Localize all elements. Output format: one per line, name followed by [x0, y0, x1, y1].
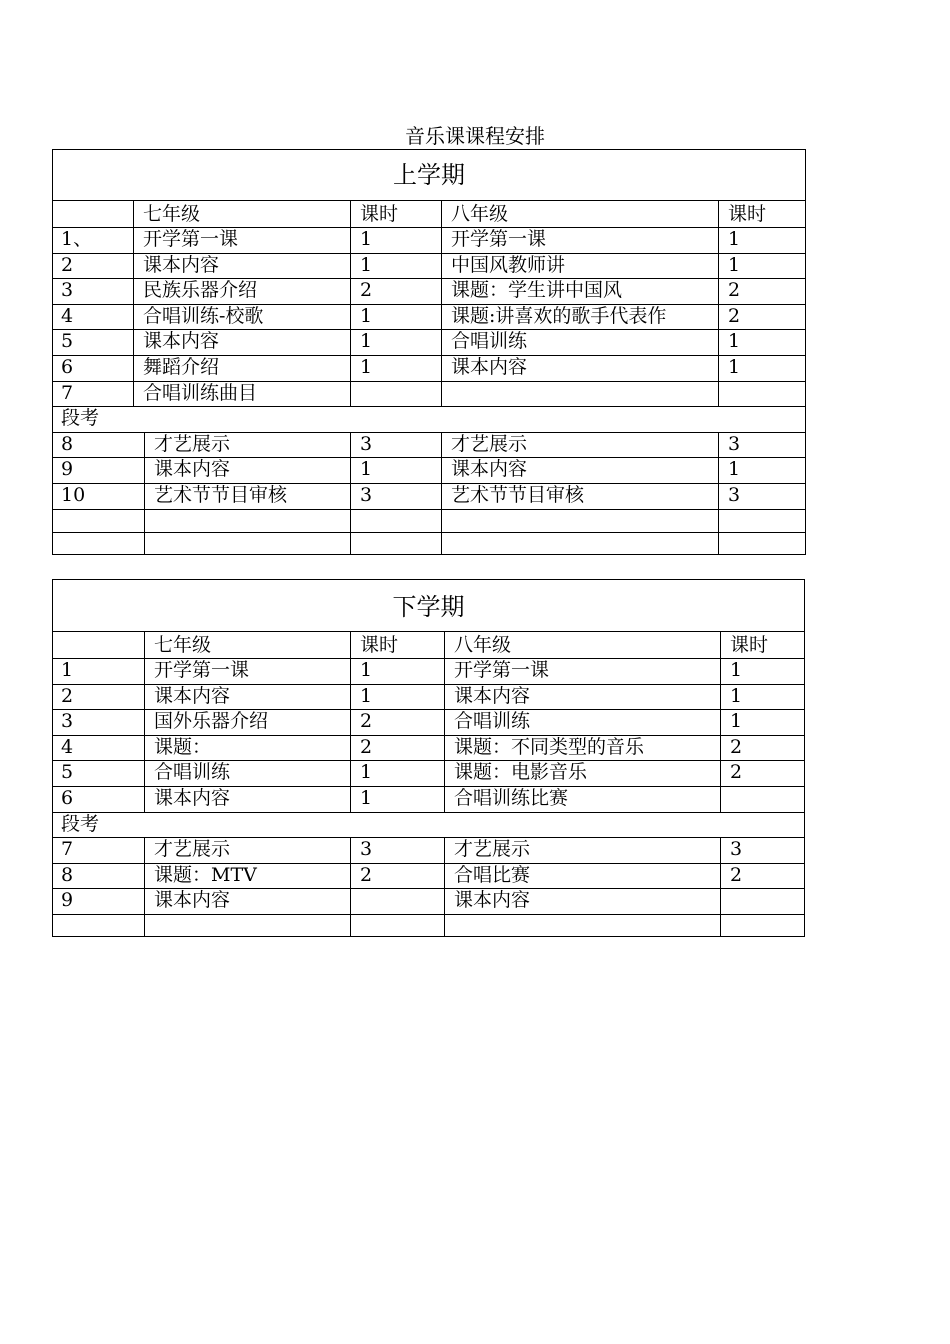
exam-row — [53, 406, 805, 433]
table-row — [53, 253, 805, 280]
grade8-topic-cell: 课本内容 — [441, 457, 718, 483]
grade8-topic-cell — [441, 509, 718, 532]
grade7-hours-cell: 1 — [350, 304, 441, 330]
grade8-hours-cell: 1 — [718, 227, 807, 253]
grade7-topic-cell — [144, 914, 350, 937]
row-number-cell: 1 — [61, 659, 74, 681]
row-number-cell: 4 — [61, 304, 74, 327]
grade7-hours-cell: 1 — [350, 786, 444, 812]
semester-title: 下学期 — [53, 580, 804, 632]
grade7-hours-cell: 2 — [350, 863, 444, 889]
table-row — [53, 457, 805, 484]
grade7-hours-cell: 课时 — [350, 201, 441, 227]
grade7-hours-cell: 3 — [350, 483, 441, 509]
grade7-topic-cell: 合唱训练 — [144, 760, 350, 786]
grade7-hours-cell — [350, 888, 444, 914]
grade7-topic-cell: 国外乐器介绍 — [144, 709, 350, 735]
second-semester-table — [52, 579, 805, 937]
table-row — [53, 355, 805, 382]
row-number-cell — [53, 914, 144, 937]
grade7-topic-cell: 才艺展示 — [144, 837, 350, 863]
grade7-topic-cell: 课本内容 — [144, 888, 350, 914]
grade7-topic-cell: 开学第一课 — [144, 658, 350, 684]
grade8-topic-cell: 开学第一课 — [441, 227, 718, 253]
row-number-cell: 7 — [61, 838, 74, 861]
grade8-topic-cell: 才艺展示 — [444, 837, 720, 863]
table-row — [53, 760, 804, 787]
table-row — [53, 381, 805, 408]
grade8-topic-cell: 课题：不同类型的音乐 — [444, 735, 720, 761]
grade8-topic-cell: 才艺展示 — [441, 432, 718, 458]
row-number-cell: 2 — [61, 253, 74, 276]
grade8-hours-cell — [718, 509, 807, 532]
grade8-hours-cell: 课时 — [718, 201, 807, 227]
grade7-topic-cell: 民族乐器介绍 — [133, 278, 350, 304]
row-number-cell — [53, 532, 144, 555]
grade8-topic-cell — [441, 381, 718, 407]
grade8-topic-cell: 八年级 — [441, 201, 718, 227]
grade8-topic-cell: 合唱训练比赛 — [444, 786, 720, 812]
grade8-topic-cell: 课题：电影音乐 — [444, 760, 720, 786]
row-number-cell: 8 — [61, 863, 74, 886]
grade8-hours-cell: 1 — [720, 709, 806, 735]
grade8-hours-cell: 2 — [720, 735, 806, 761]
row-number-cell — [53, 509, 144, 532]
grade7-topic-cell: 课本内容 — [133, 329, 350, 355]
grade8-hours-cell: 3 — [720, 837, 806, 863]
grade8-hours-cell: 2 — [718, 278, 807, 304]
exam-label: 段考 — [61, 812, 100, 835]
grade7-topic-cell: 才艺展示 — [144, 432, 350, 458]
grade8-topic-cell: 课本内容 — [441, 355, 718, 381]
grade8-topic-cell: 课本内容 — [444, 684, 720, 710]
grade7-hours-cell: 1 — [350, 760, 444, 786]
table-row — [53, 837, 804, 864]
grade7-topic-cell: 课本内容 — [144, 684, 350, 710]
grade7-hours-cell: 课时 — [350, 632, 444, 658]
table-header-row — [53, 632, 804, 659]
grade8-hours-cell: 1 — [718, 355, 807, 381]
row-number-cell: 2 — [61, 684, 74, 707]
table-row — [53, 329, 805, 356]
row-number-cell — [53, 201, 133, 227]
grade7-hours-cell: 1 — [350, 457, 441, 483]
grade7-topic-cell: 艺术节节目审核 — [144, 483, 350, 509]
grade8-topic-cell — [444, 914, 720, 937]
row-number-cell: 1、 — [61, 228, 93, 250]
table-row — [53, 432, 805, 459]
row-number-cell: 5 — [61, 761, 74, 784]
grade8-hours-cell: 1 — [718, 329, 807, 355]
grade8-topic-cell: 艺术节节目审核 — [441, 483, 718, 509]
grade8-hours-cell: 1 — [720, 658, 806, 684]
semester-title: 上学期 — [53, 150, 805, 201]
table-row — [53, 684, 804, 711]
table-row — [53, 658, 804, 685]
grade8-topic-cell — [441, 532, 718, 555]
table-row — [53, 888, 804, 915]
grade7-hours-cell: 2 — [350, 735, 444, 761]
document-title: 音乐课课程安排 — [405, 124, 545, 148]
grade7-hours-cell: 1 — [350, 227, 441, 253]
exam-label: 段考 — [61, 407, 100, 430]
grade8-hours-cell: 2 — [720, 760, 806, 786]
grade7-hours-cell — [350, 532, 441, 555]
grade7-hours-cell: 1 — [350, 684, 444, 710]
grade7-topic-cell: 合唱训练曲目 — [133, 381, 350, 407]
grade7-topic-cell — [144, 532, 350, 555]
table-row — [53, 304, 805, 331]
row-number-cell: 9 — [61, 889, 74, 912]
grade8-hours-cell — [720, 888, 806, 914]
grade8-hours-cell — [720, 786, 806, 812]
row-number-cell — [53, 632, 144, 658]
table-row — [53, 914, 804, 937]
table-header-row — [53, 201, 805, 228]
row-number-cell: 6 — [61, 356, 74, 378]
grade8-topic-cell: 开学第一课 — [444, 658, 720, 684]
grade8-topic-cell: 课本内容 — [444, 888, 720, 914]
grade7-hours-cell: 1 — [350, 253, 441, 279]
grade8-topic-cell: 合唱训练 — [444, 709, 720, 735]
table-row — [53, 483, 805, 510]
grade7-hours-cell: 1 — [350, 658, 444, 684]
first-semester-table — [52, 149, 806, 555]
table-row — [53, 532, 805, 555]
grade7-topic-cell: 开学第一课 — [133, 227, 350, 253]
grade7-hours-cell — [350, 509, 441, 532]
grade8-hours-cell — [718, 532, 807, 555]
grade8-hours-cell: 课时 — [720, 632, 806, 658]
grade7-topic-cell: 七年级 — [144, 632, 350, 658]
grade7-topic-cell: 课本内容 — [133, 253, 350, 279]
row-number-cell: 3 — [61, 710, 74, 733]
grade7-hours-cell — [350, 914, 444, 937]
grade7-hours-cell — [350, 381, 441, 407]
table-row — [53, 278, 805, 305]
grade7-hours-cell: 1 — [350, 355, 441, 381]
grade7-hours-cell: 2 — [350, 278, 441, 304]
grade8-hours-cell: 1 — [720, 684, 806, 710]
row-number-cell: 7 — [61, 381, 74, 404]
grade8-hours-cell: 1 — [718, 457, 807, 483]
table-row — [53, 735, 804, 762]
table-row — [53, 709, 804, 736]
grade7-topic-cell — [144, 509, 350, 532]
grade8-hours-cell — [718, 381, 807, 407]
row-number-cell: 3 — [61, 279, 74, 302]
table-row — [53, 509, 805, 533]
grade7-hours-cell: 3 — [350, 432, 441, 458]
table-row — [53, 786, 804, 813]
grade7-topic-cell: 课本内容 — [144, 457, 350, 483]
grade7-hours-cell: 3 — [350, 837, 444, 863]
table-row — [53, 227, 805, 254]
grade8-hours-cell: 3 — [718, 483, 807, 509]
grade8-hours-cell: 2 — [720, 863, 806, 889]
grade7-topic-cell: 课题： — [144, 735, 350, 761]
exam-row — [53, 812, 804, 839]
grade8-topic-cell: 合唱比赛 — [444, 863, 720, 889]
row-number-cell: 9 — [61, 458, 74, 481]
grade8-topic-cell: 课题：学生讲中国风 — [441, 278, 718, 304]
grade8-hours-cell: 2 — [718, 304, 807, 330]
table-row — [53, 863, 804, 890]
grade7-topic-cell: 课本内容 — [144, 786, 350, 812]
grade7-hours-cell: 1 — [350, 329, 441, 355]
grade8-hours-cell — [720, 914, 806, 937]
row-number-cell: 8 — [61, 432, 74, 455]
grade7-topic-cell: 合唱训练-校歌 — [133, 304, 350, 330]
row-number-cell: 10 — [61, 484, 86, 506]
grade8-topic-cell: 合唱训练 — [441, 329, 718, 355]
grade7-hours-cell: 2 — [350, 709, 444, 735]
grade8-topic-cell: 八年级 — [444, 632, 720, 658]
grade8-topic-cell: 中国风教师讲 — [441, 253, 718, 279]
row-number-cell: 6 — [61, 787, 74, 809]
row-number-cell: 5 — [61, 330, 74, 353]
grade8-topic-cell: 课题:讲喜欢的歌手代表作 — [441, 304, 718, 330]
grade7-topic-cell: 七年级 — [133, 201, 350, 227]
grade8-hours-cell: 1 — [718, 253, 807, 279]
row-number-cell: 4 — [61, 735, 74, 758]
grade7-topic-cell: 课题：MTV — [144, 863, 350, 889]
grade7-topic-cell: 舞蹈介绍 — [133, 355, 350, 381]
grade8-hours-cell: 3 — [718, 432, 807, 458]
